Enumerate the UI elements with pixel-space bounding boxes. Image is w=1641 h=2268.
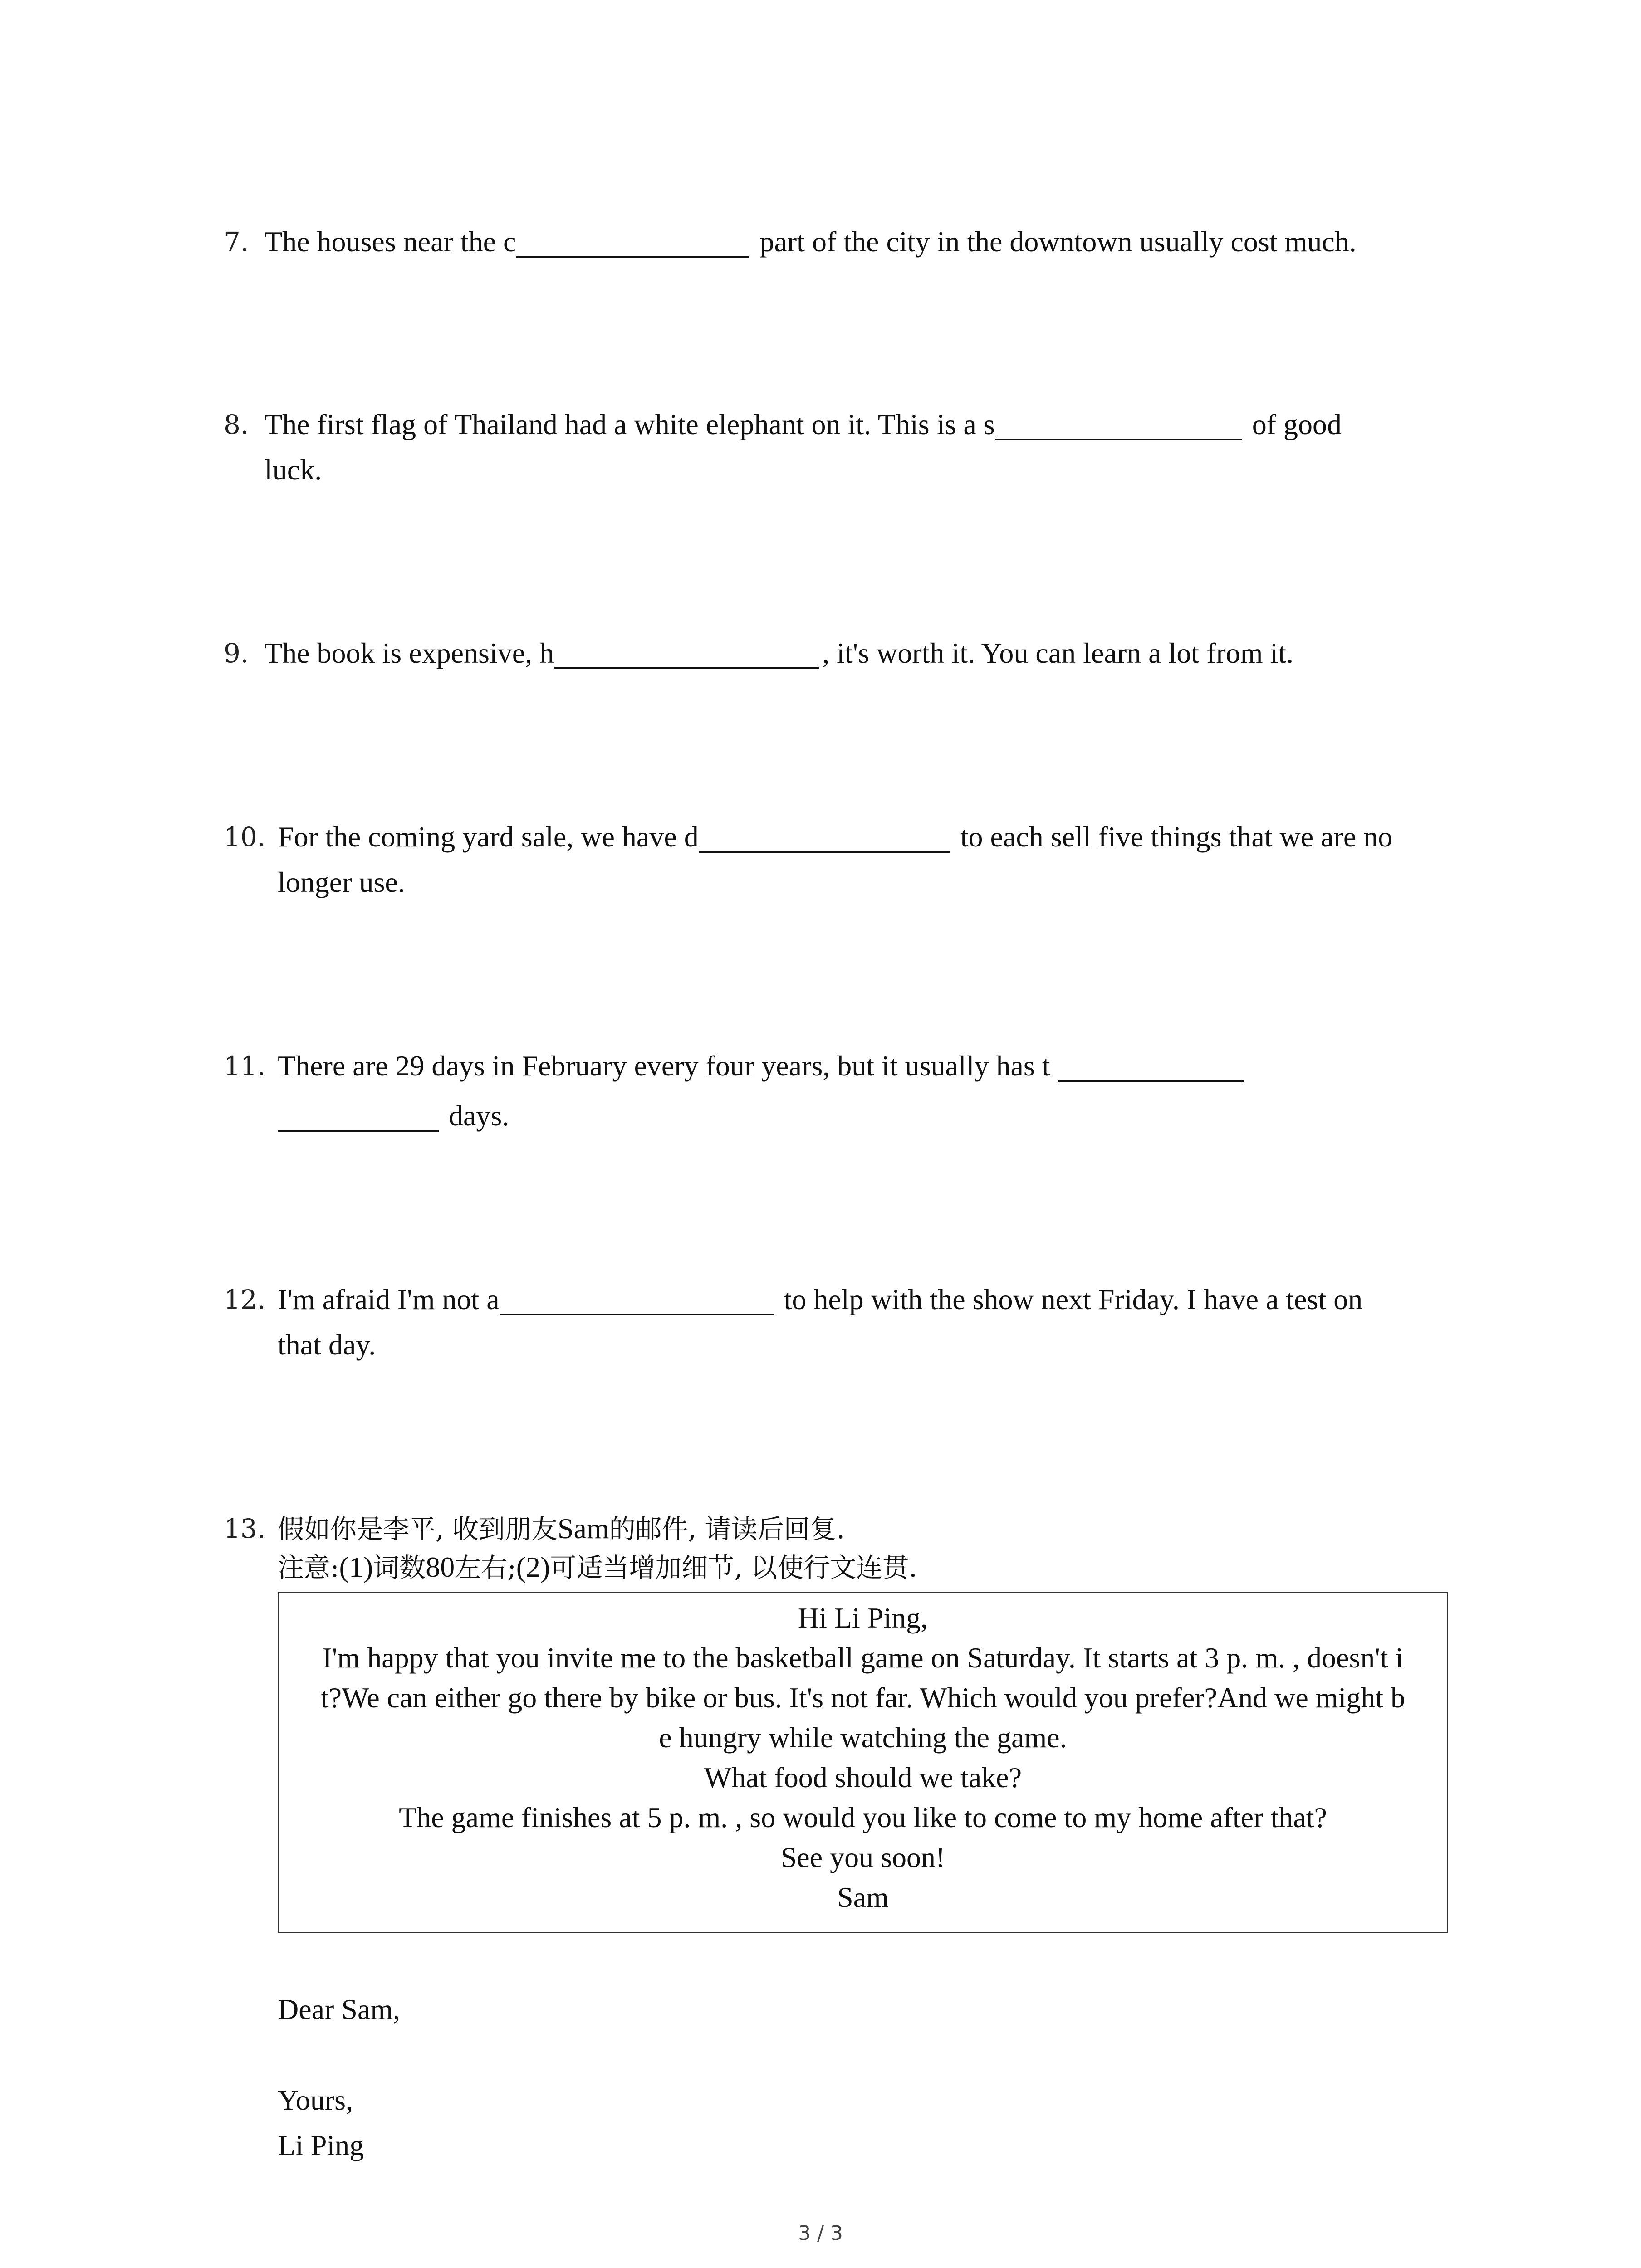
- question-text-after: days.: [441, 1100, 509, 1132]
- question-10-continuation: longer use.: [278, 866, 405, 898]
- email-line: What food should we take?: [704, 1761, 1022, 1794]
- email-line: I'm happy that you invite me to the basketball game on Saturday. It starts at 3 p. m. , doesn't i: [322, 1642, 1404, 1674]
- email-line: The game finishes at 5 p. m. , so would you like to come to my home after that?: [399, 1801, 1327, 1833]
- instruction-text: 词数: [373, 1552, 426, 1583]
- email-line: t?We can either go there by bike or bus. It's not far. Which would you prefer?And we might b: [320, 1681, 1406, 1714]
- question-12: [278, 1277, 1362, 1322]
- answer-blank[interactable]: [995, 438, 1242, 440]
- question-number: 13.: [224, 1513, 266, 1544]
- question-number: 11.: [224, 1051, 266, 1081]
- question-text-before: There are 29 days in February every four years, but it usually has t: [278, 1050, 1058, 1082]
- answer-blank[interactable]: [500, 1313, 774, 1315]
- answer-blank-continued[interactable]: [278, 1129, 439, 1132]
- question-number: 7.: [224, 226, 249, 257]
- question-text-after: to each sell five things that we are no: [953, 821, 1393, 853]
- email-line: e hungry while watching the game.: [659, 1721, 1067, 1754]
- question-12-continuation: that day.: [278, 1329, 376, 1361]
- question-7: [265, 219, 1357, 264]
- question-11: [278, 1043, 1246, 1089]
- question-text-before: The book is expensive, h: [265, 637, 554, 669]
- question-text-before: The first flag of Thailand had a white elephant on it. This is a s: [265, 408, 995, 440]
- question-number: 10.: [224, 821, 266, 852]
- question-text-before: For the coming yard sale, we have d: [278, 821, 699, 853]
- email-line: See you soon!: [780, 1841, 945, 1873]
- instruction-text: 可适当增加细节, 以使行文连贯.: [550, 1552, 917, 1583]
- instruction-text: (2): [516, 1551, 550, 1583]
- question-text-after: to help with the show next Friday. I have a test on: [776, 1283, 1363, 1315]
- email-line: Sam: [837, 1881, 889, 1913]
- question-text-after: part of the city in the downtown usually cost much.: [752, 225, 1357, 258]
- question-8: [265, 402, 1342, 447]
- question-number: 8.: [224, 409, 249, 440]
- instruction-text: 注意:: [278, 1552, 339, 1583]
- answer-blank[interactable]: [699, 850, 950, 853]
- writing-instruction-line2: [278, 1545, 917, 1590]
- page-number: 3 / 3: [798, 2222, 843, 2245]
- instruction-text: Sam: [557, 1512, 609, 1545]
- question-text-before: I'm afraid I'm not a: [278, 1283, 500, 1315]
- letter-greeting: Dear Sam,: [278, 1993, 401, 2025]
- email-line: Hi Li Ping,: [798, 1602, 928, 1634]
- question-text-after: , it's worth it. You can learn a lot from it.: [822, 637, 1294, 669]
- question-8-continuation: luck.: [265, 454, 322, 486]
- letter-closing: Yours,: [278, 2084, 353, 2116]
- answer-blank[interactable]: [516, 255, 749, 258]
- instruction-text: 80: [426, 1551, 455, 1583]
- question-text-after: of good: [1244, 408, 1342, 440]
- instruction-text: 左右;: [455, 1552, 516, 1583]
- question-10: [278, 814, 1392, 860]
- email-box: [278, 1592, 1448, 1933]
- question-11-continuation: [278, 1093, 509, 1139]
- instruction-text: (1): [339, 1551, 373, 1583]
- instruction-text: 假如你是李平, 收到朋友: [278, 1514, 558, 1545]
- answer-blank[interactable]: [554, 667, 819, 669]
- question-9: [265, 631, 1293, 676]
- question-number: 12.: [224, 1284, 266, 1315]
- instruction-text: 的邮件, 请读后回复.: [609, 1514, 845, 1545]
- question-text-before: The houses near the c: [265, 225, 516, 258]
- answer-blank[interactable]: [1058, 1080, 1244, 1082]
- question-number: 9.: [224, 638, 249, 669]
- letter-signature: Li Ping: [278, 2129, 364, 2161]
